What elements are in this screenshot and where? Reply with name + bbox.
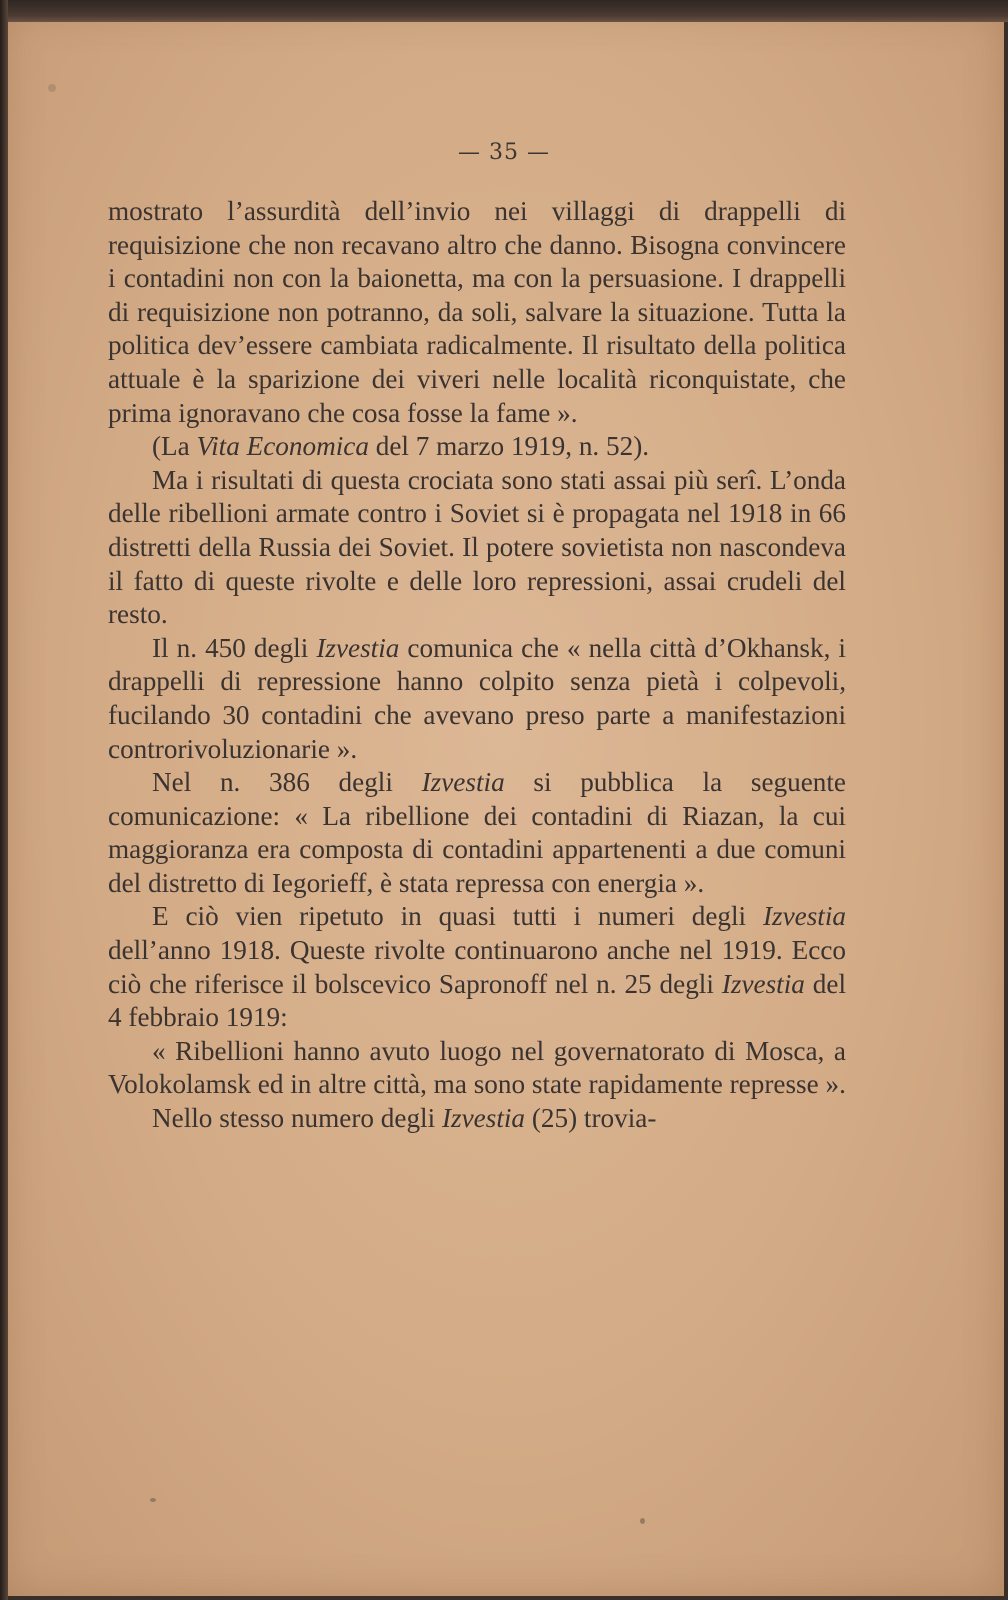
text-run: E ciò vien ripetuto in quasi tutti i numeri degli [152, 901, 763, 932]
italic-title: Vita Economica [196, 431, 369, 462]
paragraph [108, 1035, 846, 1102]
text-run: del 7 marzo 1919, n. 52). [368, 431, 650, 462]
page-left-edge [0, 0, 8, 1600]
book-page [4, 10, 1004, 1596]
italic-title: Izvestia [316, 632, 400, 663]
italic-title: Izvestia [762, 901, 846, 932]
paragraph [108, 766, 846, 900]
ink-speck [640, 1518, 645, 1524]
ink-speck [48, 84, 56, 92]
text-run: si pubblica la seguente comunicazione: « La ribellione dei contadini di Riazan, la cui maggioranza era composta di contadini appartenenti a due comuni del distretto di Iegorieff, è stata repressa con energia ». [108, 767, 846, 898]
paragraph [108, 430, 846, 464]
paragraph [108, 632, 846, 766]
page-number: — 35 — [458, 140, 550, 165]
text-run: (La [152, 431, 197, 462]
italic-title: Izvestia [441, 1103, 526, 1134]
italic-title: Izvestia [421, 767, 505, 798]
paragraph [108, 195, 846, 430]
text-run: mostrato l’assurdità dell’invio nei villaggi di drappelli di requisizione che non recavano altro che danno. Bisogna convincere i contadini non con la baionetta, ma con la persuasione. I drappelli di requisizione non potranno, da soli, salvare la situazione. Tutta la politica dev’essere cambiata radicalmente. Il risultato della politica attuale è la sparizione dei viveri nelle località riconquistate, che prima ignoravano che cosa fosse la fame ». [108, 196, 846, 428]
text-run: comunica che « nella città d’Okhansk, i drappelli di repressione hanno colpito senza pietà i colpevoli, fucilando 30 contadini che avevano preso parte a manifestazioni controrivoluzionarie ». [108, 632, 846, 764]
paragraph [108, 1102, 846, 1136]
text-run: del 4 febbraio 1919: [108, 968, 846, 1033]
text-run: « Ribellioni hanno avuto luogo nel governatorato di Mosca, a Volokolamsk ed in altre città, ma sono state rapidamente represse ». [108, 1035, 846, 1100]
paragraph [108, 900, 846, 1034]
body-text [108, 195, 846, 1136]
ink-speck [150, 1498, 156, 1502]
paragraph [108, 464, 846, 632]
italic-title: Izvestia [721, 968, 805, 999]
text-run: dell’anno 1918. Queste rivolte continuarono anche nel 1919. Ecco ciò che riferisce il bolscevico Sapronoff nel n. 25 degli [108, 935, 846, 999]
text-run: (25) trovia- [525, 1103, 657, 1134]
text-run: Nel n. 386 degli [152, 767, 422, 798]
text-run: Ma i risultati di questa crociata sono stati assai più serî. L’onda delle ribellioni armate contro i Soviet si è propagata nel 1918 in 66 distretti della Russia dei Soviet. Il potere sovietista non nascondeva il fatto di queste rivolte e delle loro repressioni, assai crudeli del resto. [108, 464, 846, 630]
text-run: Nello stesso numero degli [152, 1103, 442, 1134]
text-run: Il n. 450 degli [152, 632, 317, 663]
page-top-edge [0, 0, 1008, 22]
